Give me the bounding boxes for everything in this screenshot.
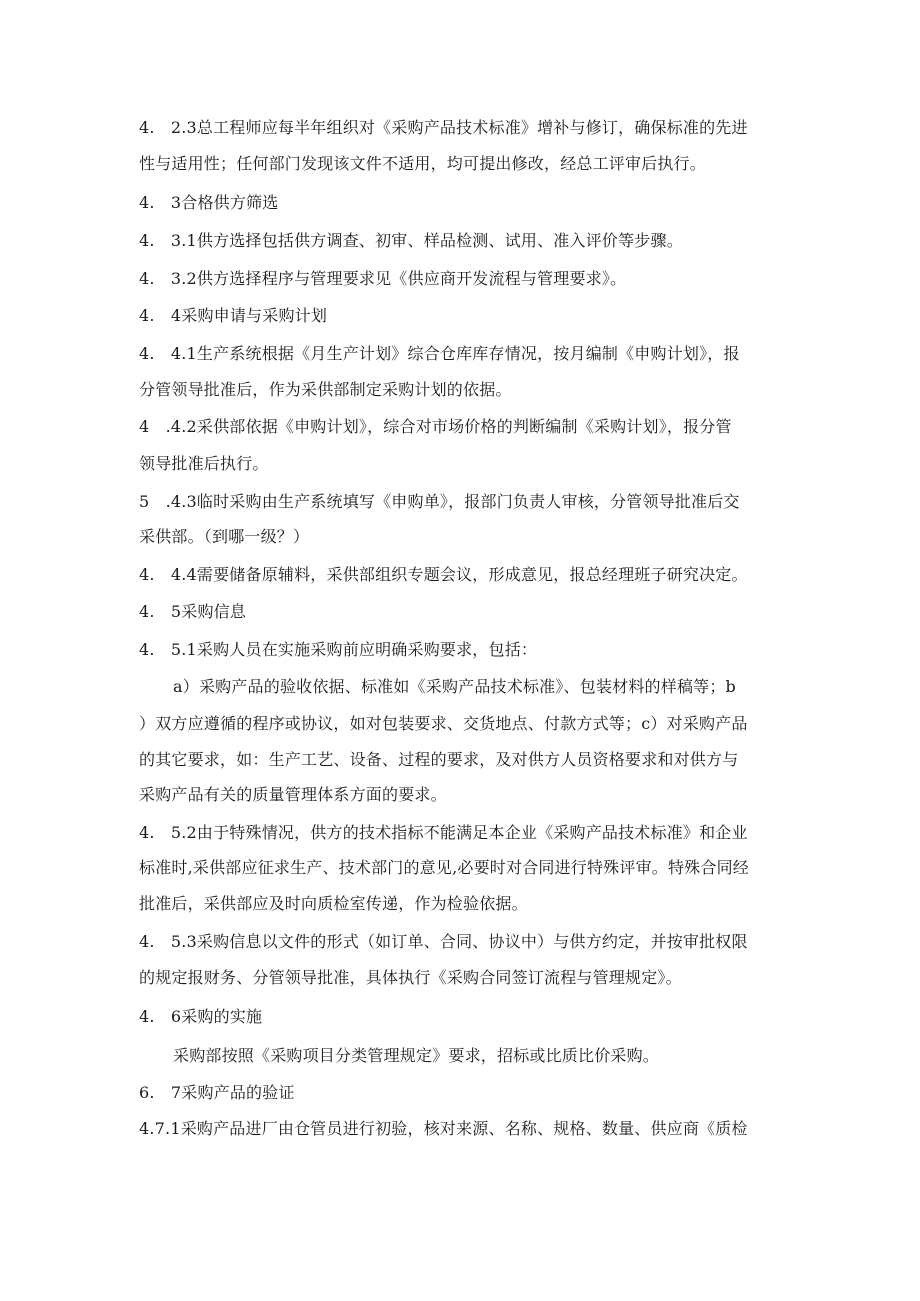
paragraph-line: 的规定报财务、分管领导批准，具体执行《采购合同签订流程与管理规定》。: [139, 968, 682, 987]
paragraph-line: 5 .4.3临时采购由生产系统填写《申购单》，报部门负责人审核，分管领导批准后交: [139, 492, 740, 511]
paragraph-line: 4. 5.1采购人员在实施采购前应明确采购要求，包括：: [139, 640, 538, 659]
paragraph-line: 4. 5.3采购信息以文件的形式（如订单、合同、协议中）与供方约定，并按审批权限: [139, 932, 748, 951]
paragraph-line: 的其它要求，如：生产工艺、设备、过程的要求，及对供方人员资格要求和对供方与: [139, 750, 739, 769]
paragraph-line: 性与适用性；任何部门发现该文件不适用，均可提出修改，经总工评审后执行。: [139, 154, 707, 173]
section-heading: 4. 5采购信息: [139, 602, 247, 621]
paragraph-line: 批准后，采供部应及时向质检室传递，作为检验依据。: [139, 894, 528, 913]
paragraph-line: 领导批准后执行。: [139, 454, 269, 473]
section-heading: 4. 3合格供方筛选: [139, 193, 279, 212]
paragraph-line: 4. 5.2由于特殊情况，供方的技术指标不能满足本企业《采购产品技术标准》和企业: [139, 823, 748, 842]
paragraph-line: 4. 4.4需要储备原辅料，采供部组织专题会议，形成意见，报总经理班子研究决定。: [139, 565, 748, 584]
section-heading: 4. 4采购申请与采购计划: [139, 306, 328, 325]
paragraph-line: 4 .4.2采供部依据《申购计划》，综合对市场价格的判断编制《采购计划》，报分管: [139, 417, 732, 436]
paragraph-line: 采供部。（到哪一级？）: [139, 527, 310, 546]
paragraph-line: 采购产品有关的质量管理体系方面的要求。: [139, 785, 447, 804]
section-heading: 6. 7采购产品的验证: [139, 1083, 295, 1102]
section-heading: 4. 6采购的实施: [139, 1007, 263, 1026]
paragraph-line: 4. 4.1生产系统根据《月生产计划》综合仓库库存情况，按月编制《申购计划》，报: [139, 344, 740, 363]
paragraph-line: 标准时,采供部应征求生产、技术部门的意见,必要时对合同进行特殊评审。特殊合同经: [139, 858, 749, 877]
paragraph-line: ）双方应遵循的程序或协议，如对包装要求、交货地点、付款方式等；c）对采购产品: [139, 714, 748, 733]
paragraph-line: 采购部按照《采购项目分类管理规定》要求，招标或比质比价采购。: [173, 1046, 660, 1065]
paragraph-line: 4. 2.3总工程师应每半年组织对《采购产品技术标准》增补与修订，确保标准的先进: [139, 118, 748, 137]
paragraph-line: 4.7.1采购产品进厂由仓管员进行初验，核对来源、名称、规格、数量、供应商《质检: [139, 1119, 748, 1138]
paragraph-line: 分管领导批准后，作为采供部制定采购计划的依据。: [139, 380, 512, 399]
paragraph-line: a）采购产品的验收依据、标准如《采购产品技术标准》、包装材料的样稿等；b: [173, 677, 736, 696]
paragraph-line: 4. 3.1供方选择包括供方调查、初审、样品检测、试用、准入评价等步骤。: [139, 231, 683, 250]
paragraph-line: 4. 3.2供方选择程序与管理要求见《供应商开发流程与管理要求》。: [139, 269, 627, 288]
